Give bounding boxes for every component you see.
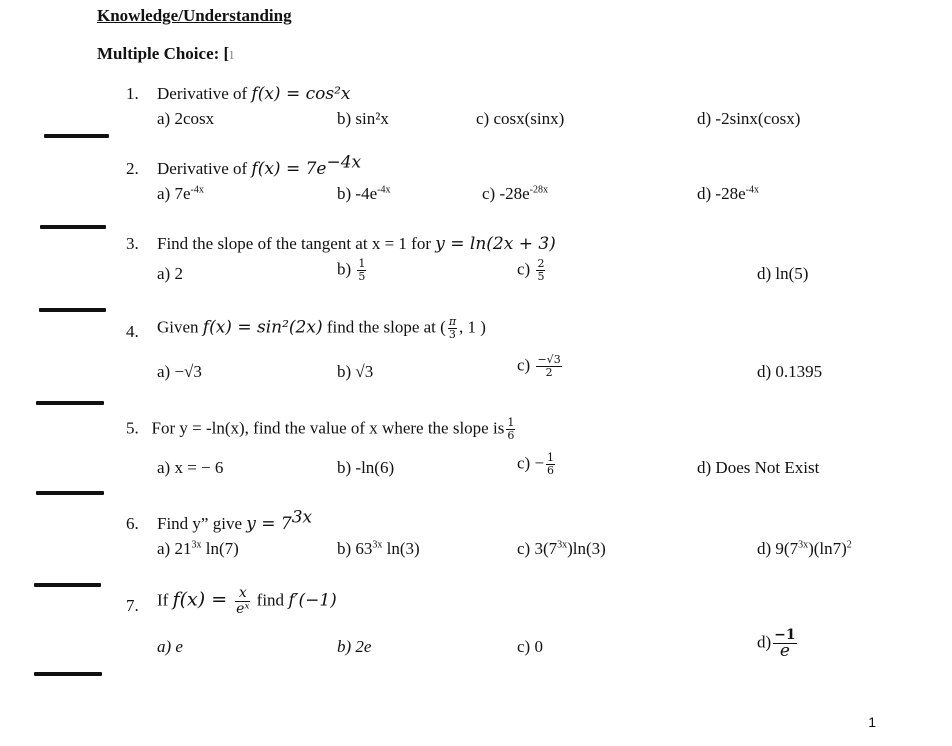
page-number: 1 [868,714,876,730]
option-b[interactable]: b) -ln(6) [337,458,395,477]
answer-blank[interactable] [34,672,102,676]
option-c[interactable]: c) $\frac{2}{5}$ [517,257,545,283]
option-a[interactable]: a) $7e^{-4x}$ [157,184,204,203]
multiple-choice-label: Multiple Choice: [ı [97,44,234,63]
answer-blank[interactable] [40,225,106,229]
option-a[interactable]: a) $21^{3x}$ ln(7) [157,539,239,558]
option-c[interactable]: c) $3(7^{3x})\ln(3)$ [517,539,606,558]
option-d[interactable]: d) $\frac{-1}{e}$ [757,627,796,661]
answer-blank[interactable] [34,583,101,587]
question-text: 5. For y = -ln(x), find the value of x where the slope is $\frac{1}{6}$ [126,416,515,442]
option-a[interactable]: a) x = − 6 [157,458,224,477]
answer-blank[interactable] [36,491,104,495]
option-d[interactable]: d) $-28e^{-4x}$ [697,184,759,203]
section-heading: Knowledge/Understanding [97,6,292,25]
question-number: 7. [126,596,139,615]
question-text: If f(x) = $\frac{x}{\text{eˣ}}$ find f′(−1) [157,585,337,617]
answer-blank[interactable] [36,401,104,405]
question-text: Find y” give $y = 7^{3x}$ [157,507,313,534]
option-c[interactable]: c) − $\frac{1}{6}$ [517,451,555,477]
option-c[interactable]: c) $-28e^{-28x}$ [482,184,549,203]
option-b[interactable]: b) $\frac{1}{5}$ [337,257,366,283]
option-b[interactable]: b) 2e [337,637,372,656]
answer-blank[interactable] [39,308,106,312]
option-a[interactable]: a) 2 [157,264,183,283]
option-d[interactable]: d) Does Not Exist [697,458,820,477]
cut-off-mark: ı [229,44,234,63]
option-a[interactable]: a) 2cosx [157,109,215,128]
option-c[interactable]: c) $\frac{-√3}{2}$ [517,353,561,379]
option-a[interactable]: a) −√3 [157,362,202,381]
option-b[interactable]: b) $-4e^{-4x}$ [337,184,391,203]
option-c[interactable]: c) cosx(sinx) [476,109,565,128]
question-number: 3. [126,234,139,253]
question-number: 2. [126,159,139,178]
option-c[interactable]: c) 0 [517,637,543,656]
option-d[interactable]: d) -2sinx(cosx) [697,109,801,128]
question-text: Find the slope of the tangent at x = 1 for y = ln(2x + 3) [157,234,556,254]
answer-blank[interactable] [44,134,109,138]
question-text: Given f(x) = sin²(2x) find the slope at ( $\frac{\pi}{3}$ , 1 ) [157,315,486,341]
option-b[interactable]: b) √3 [337,362,374,381]
question-number: 4. [126,322,139,341]
option-d[interactable]: d) ln(5) [757,264,809,283]
option-a[interactable]: a) e [157,637,183,656]
question-text: Derivative of $f(x) = 7e^{-4x}$ [157,152,362,179]
question-text: Derivative of f(x) = cos²x [157,84,351,104]
option-b[interactable]: b) sin²x [337,109,389,128]
option-d[interactable]: d) $9(7^{3x})(\ln 7)^2$ [757,539,852,558]
option-b[interactable]: b) $63^{3x}$ ln(3) [337,539,420,558]
option-d[interactable]: d) 0.1395 [757,362,823,381]
question-number: 1. [126,84,139,103]
question-number: 6. [126,514,139,533]
